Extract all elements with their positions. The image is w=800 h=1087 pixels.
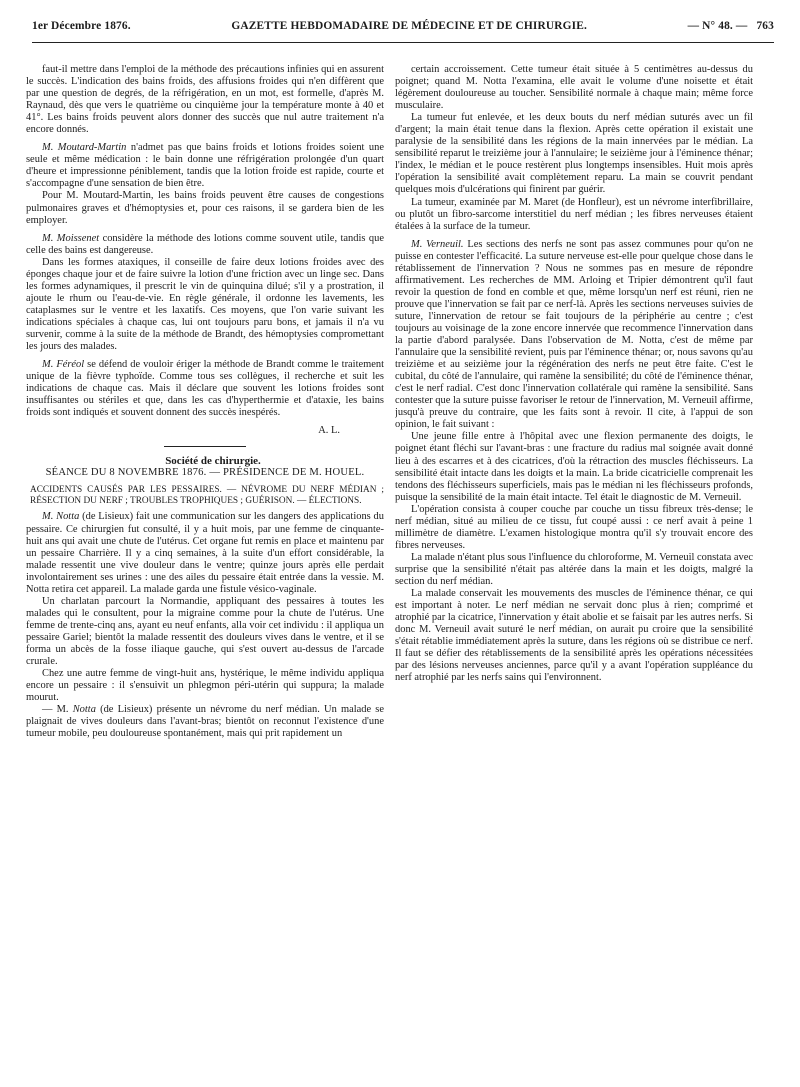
page-number: 763 [756,20,774,32]
paragraph: faut-il mettre dans l'emploi de la méthode des précautions infinies qui en assurent le succès. L'indication des bains froids, des affusions froides qui n'en diffèrent que par une question de degrés, de la réfrigération, en un mot, est formelle, d'après M. Raynaud, dès que vers le quatrième ou cinquième jour la température monte à 40 et 41°. Les bains froids peuvent alors donner des succès que nul autre traitement n'a encore donnés. [26,64,384,136]
paragraph: La tumeur, examinée par M. Maret (de Honfleur), est un névrome interfibrillaire, ou plutôt un fibro-sarcome interstitiel du nerf médian ; les fibres nerveuses étaient étalées à la surface de la tumeur. [395,196,753,232]
paragraph: Une jeune fille entre à l'hôpital avec une flexion permanente des doigts, le poignet étant fléchi sur l'avant-bras : une fracture du radius mal soignée avait donné lieu à des escarres et à des cicatrices, d'où la rétraction des muscles fléchisseurs. La sensibilité était intacte dans les doigts et la main. La bride cicatricielle comprenait les tendons des fléchisseurs superficiels, mais pas le médian ni les fléchisseurs profonds, puisque la sensibilité de la main était intacte. Tel était le diagnostic de M. Verneuil. [395,431,753,503]
issue-date: 1er Décembre 1876. [32,20,131,32]
paragraph [395,239,753,432]
paragraph-text: n'admet pas que bains froids et lotions froides soient une seule et même médication : le bain donne une réfrigération prolongée d'un quart d'heure et impressionne péniblement, tandis que la lotion froide est rapide, courte et s'accompagne d'une sensation de bien être. [26,142,384,190]
speaker-name: M. Notta [42,511,80,523]
paragraph: Chez une autre femme de vingt-huit ans, hystérique, le même individu appliqua encore un pessaire : il s'ensuivit un phlegmon péri-utérin qui suppura; la malade mourut. [26,668,384,704]
paragraph: La malade n'étant plus sous l'influence du chloroforme, M. Verneuil constata avec surprise que la sensibilité n'était pas altérée dans la main et les doigts, malgré la section du nerf médian. [395,551,753,587]
paragraph [26,142,384,190]
paragraph [26,704,384,740]
speaker-name: Notta [72,704,96,716]
speaker-name: M. Verneuil. [411,238,464,250]
paragraph-text: considère la méthode des lotions comme souvent utile, tandis que celle des bains est dangereuse. [26,232,384,256]
paragraph: certain accroissement. Cette tumeur était située à 5 centimètres au-dessus du poignet; quand M. Notta l'examina, elle avait le volume d'une noisette et était légèrement douloureuse au toucher. Sensibilité normale à chaque main; même force musculaire. [395,64,753,112]
dash-prefix: — M. [42,704,73,716]
left-column [26,64,384,1080]
section-title: Société de chirurgie. [165,455,261,468]
paragraph: Pour M. Moutard-Martin, les bains froids peuvent être causes de congestions pulmonaires graves et d'hémoptysies et, pour ces raisons, il se gardera bien de les employer. [26,190,384,226]
paragraph: L'opération consista à couper couche par couche un tissu fibreux très-dense; le nerf médian, situé au milieu de ce tissu, fut coupé aussi : ce nerf avait à peine 1 millimètre de diamètre. L'examen histologique montra qu'il s'y trouvait encore des fibres nerveuses. [395,503,753,551]
speaker-name: M. Moutard-Martin [42,142,127,154]
order-of-the-day: ACCIDENTS CAUSÉS PAR LES PESSAIRES. — NÉVROME DU NERF MÉDIAN ; RÉSECTION DU NERF ; TROUBLES TROPHIQUES ; GUÉRISON. — ÉLECTIONS. [30,485,384,507]
issue-number-text: — N° 48. — [687,20,748,32]
paragraph-text: (de Lisieux) présente un névrome du nerf médian. Un malade se plaignait de vives douleurs dans l'avant-bras; bientôt on reconnut l'existence d'une tumeur mobile, peu douloureuse spontanément, mais qui prit rapidement un [26,704,384,740]
running-header [32,10,774,43]
paragraph-text: se défend de vouloir ériger la méthode de Brandt comme le traitement unique de la fièvre typhoïde. Comme tous ses collègues, il recherche et suit les indications de chaque cas. Mais il déclare que souvent les lotions froides sont insuffisantes ou stériles et que, dans les cas d'hyperthermie et d'ataxie, les bains froids sont indiqués et souvent donnent des succès inespérés. [26,359,384,419]
paragraph-text: (de Lisieux) fait une communication sur les dangers des applications du pessaire. Ce chirurgien fut consulté, il y a huit mois, par une femme de cinquante-huit ans qui avait une chute de l'utérus. Cet organe fut remis en place et maintenu par un pessaire Charrière. Il y a cinq semaines, à la suite d'un effort considérable, la malade ressentit une vive douleur dans le ventre; quinze jours après elle perdait involontairement ses urines : une des ailes du pessaire était entrée dans la vessie. M. Notta retira cet appareil. La malade garda une fistule vésico-vaginale. [26,511,384,595]
issue-number [688,20,774,32]
paragraph: La tumeur fut enlevée, et les deux bouts du nerf médian suturés avec un fil d'argent; la main était tenue dans la flexion. Après cette opération il existait une paralysie de la sensibilité dans les régions de la main innervées par le médian. La sensibilité reparut le treizième jour à l'annulaire; le seizième jour à l'éminence thénar; l'index, le médian et le pouce restèrent plus longtemps insensibles. Huit mois après l'opération la sensibilité avait complètement reparu. La main se couvrit pendant quelques mois d'ulcérations qui finirent par guérir. [395,112,753,196]
section-divider [164,446,246,447]
speaker-name: M. Féréol [42,359,85,371]
paragraph: Dans les formes ataxiques, il conseille de faire deux lotions froides avec des éponges chaque jour et de faire suivre la lotion d'une friction avec un linge sec. Dans les formes adynamiques, il prescrit le vin de quinquina dilué; s'il y a prostration, il ajoute le rhum ou l'eau-de-vie. En règle générale, il ordonne les lavements, les cataplasmes sur le ventre et les laxatifs. Ces moyens, que l'on varie suivant les indications spéciales à chaque cas, lui ont toujours paru bons, et jamais il n'a vu survenir, comme à la suite de la méthode de Brandt, des hémoptysies compromettant les jours des malades. [26,256,384,353]
speaker-name: M. Moissenet [42,232,100,244]
journal-title: GAZETTE HEBDOMADAIRE DE MÉDECINE ET DE CHIRURGIE. [231,20,587,32]
paragraph [26,511,384,595]
paragraph: La malade conservait les mouvements des muscles de l'éminence thénar, ce qui est important à noter. Le nerf médian ne servait donc plus à rien; comprimé et atrophié par la cicatrice, l'innervation y était abolie et se faisait par les autres nerfs. Si donc M. Verneuil avait suturé le nerf médian, on aurait pu croire que la sensibilité s'était rétablie immédiatement après la suture, dans les régions où se distribue ce nerf. Il faut se défier des rétablissements de la sensibilité après les opérations nécessitées par des lésions nerveuses anciennes, parce qu'il y a avant l'opération suppléance du nerf atrophié par les nerfs sains qui l'environnent. [395,588,753,684]
paragraph-text: Les sections des nerfs ne sont pas assez communes pour qu'on ne puisse en contester l'efficacité. La suture nerveuse est-elle pour quelque chose dans le rétablissement de l'innervation ? Nous ne sommes pas en mesure de répondre affirmativement. Les recherches de MM. Arloing et Tripier démontrent qu'il faut revoir la question de fond en comble et que, même lorsqu'un nerf est réuni, rien ne prouve que l'innervation se fait par ce nerf-là. Après les sections nerveuses suivies de suture, l'innervation de retour se fait toujours de la périphérie au centre ; c'est toujours au voisinage de la zone encore innervée que recommence l'innervation dans la partie d'abord paralysée. Dans l'observation de M. Notta, c'est de même par l'annulaire que la sensibilité revient, puis par l'éminence thénar; or, nous savons qu'au treizième et au seizième jour la régénération des nerfs ne peut être faite. C'est le cubital, du côté de l'annulaire, qui ramène la sensibilité; du côté de l'éminence thénar, c'est le nerf radial. C'est donc l'innervation collatérale qui ramène la sensibilité. Sans contester que la suture puisse favoriser le retour de l'innervation, M. Verneuil affirme, jusqu'à preuve du contraire, que les faits sont à revoir. Il cite, à l'appui de son opinion, le fait suivant : [395,238,753,431]
signature: A. L. [318,425,340,437]
paragraph [26,233,384,257]
session-heading: SÉANCE DU 8 NOVEMBRE 1876. — PRÉSIDENCE DE M. HOUEL. [45,467,365,479]
paragraph [26,359,384,419]
right-column [395,64,753,1080]
paragraph: Un charlatan parcourt la Normandie, appliquant des pessaires à toutes les malades qui le consultent, pour la migraine comme pour la chute de l'utérus. Une femme de trente-cinq ans, ayant eu neuf enfants, alla voir cet individu : il appliqua un pessaire Gariel; bientôt la malade ressentit des douleurs vives dans le ventre, et il se forma un abcès de la fosse iliaque gauche, qui s'est ouvert au-dessus de l'arcade crurale. [26,595,384,668]
